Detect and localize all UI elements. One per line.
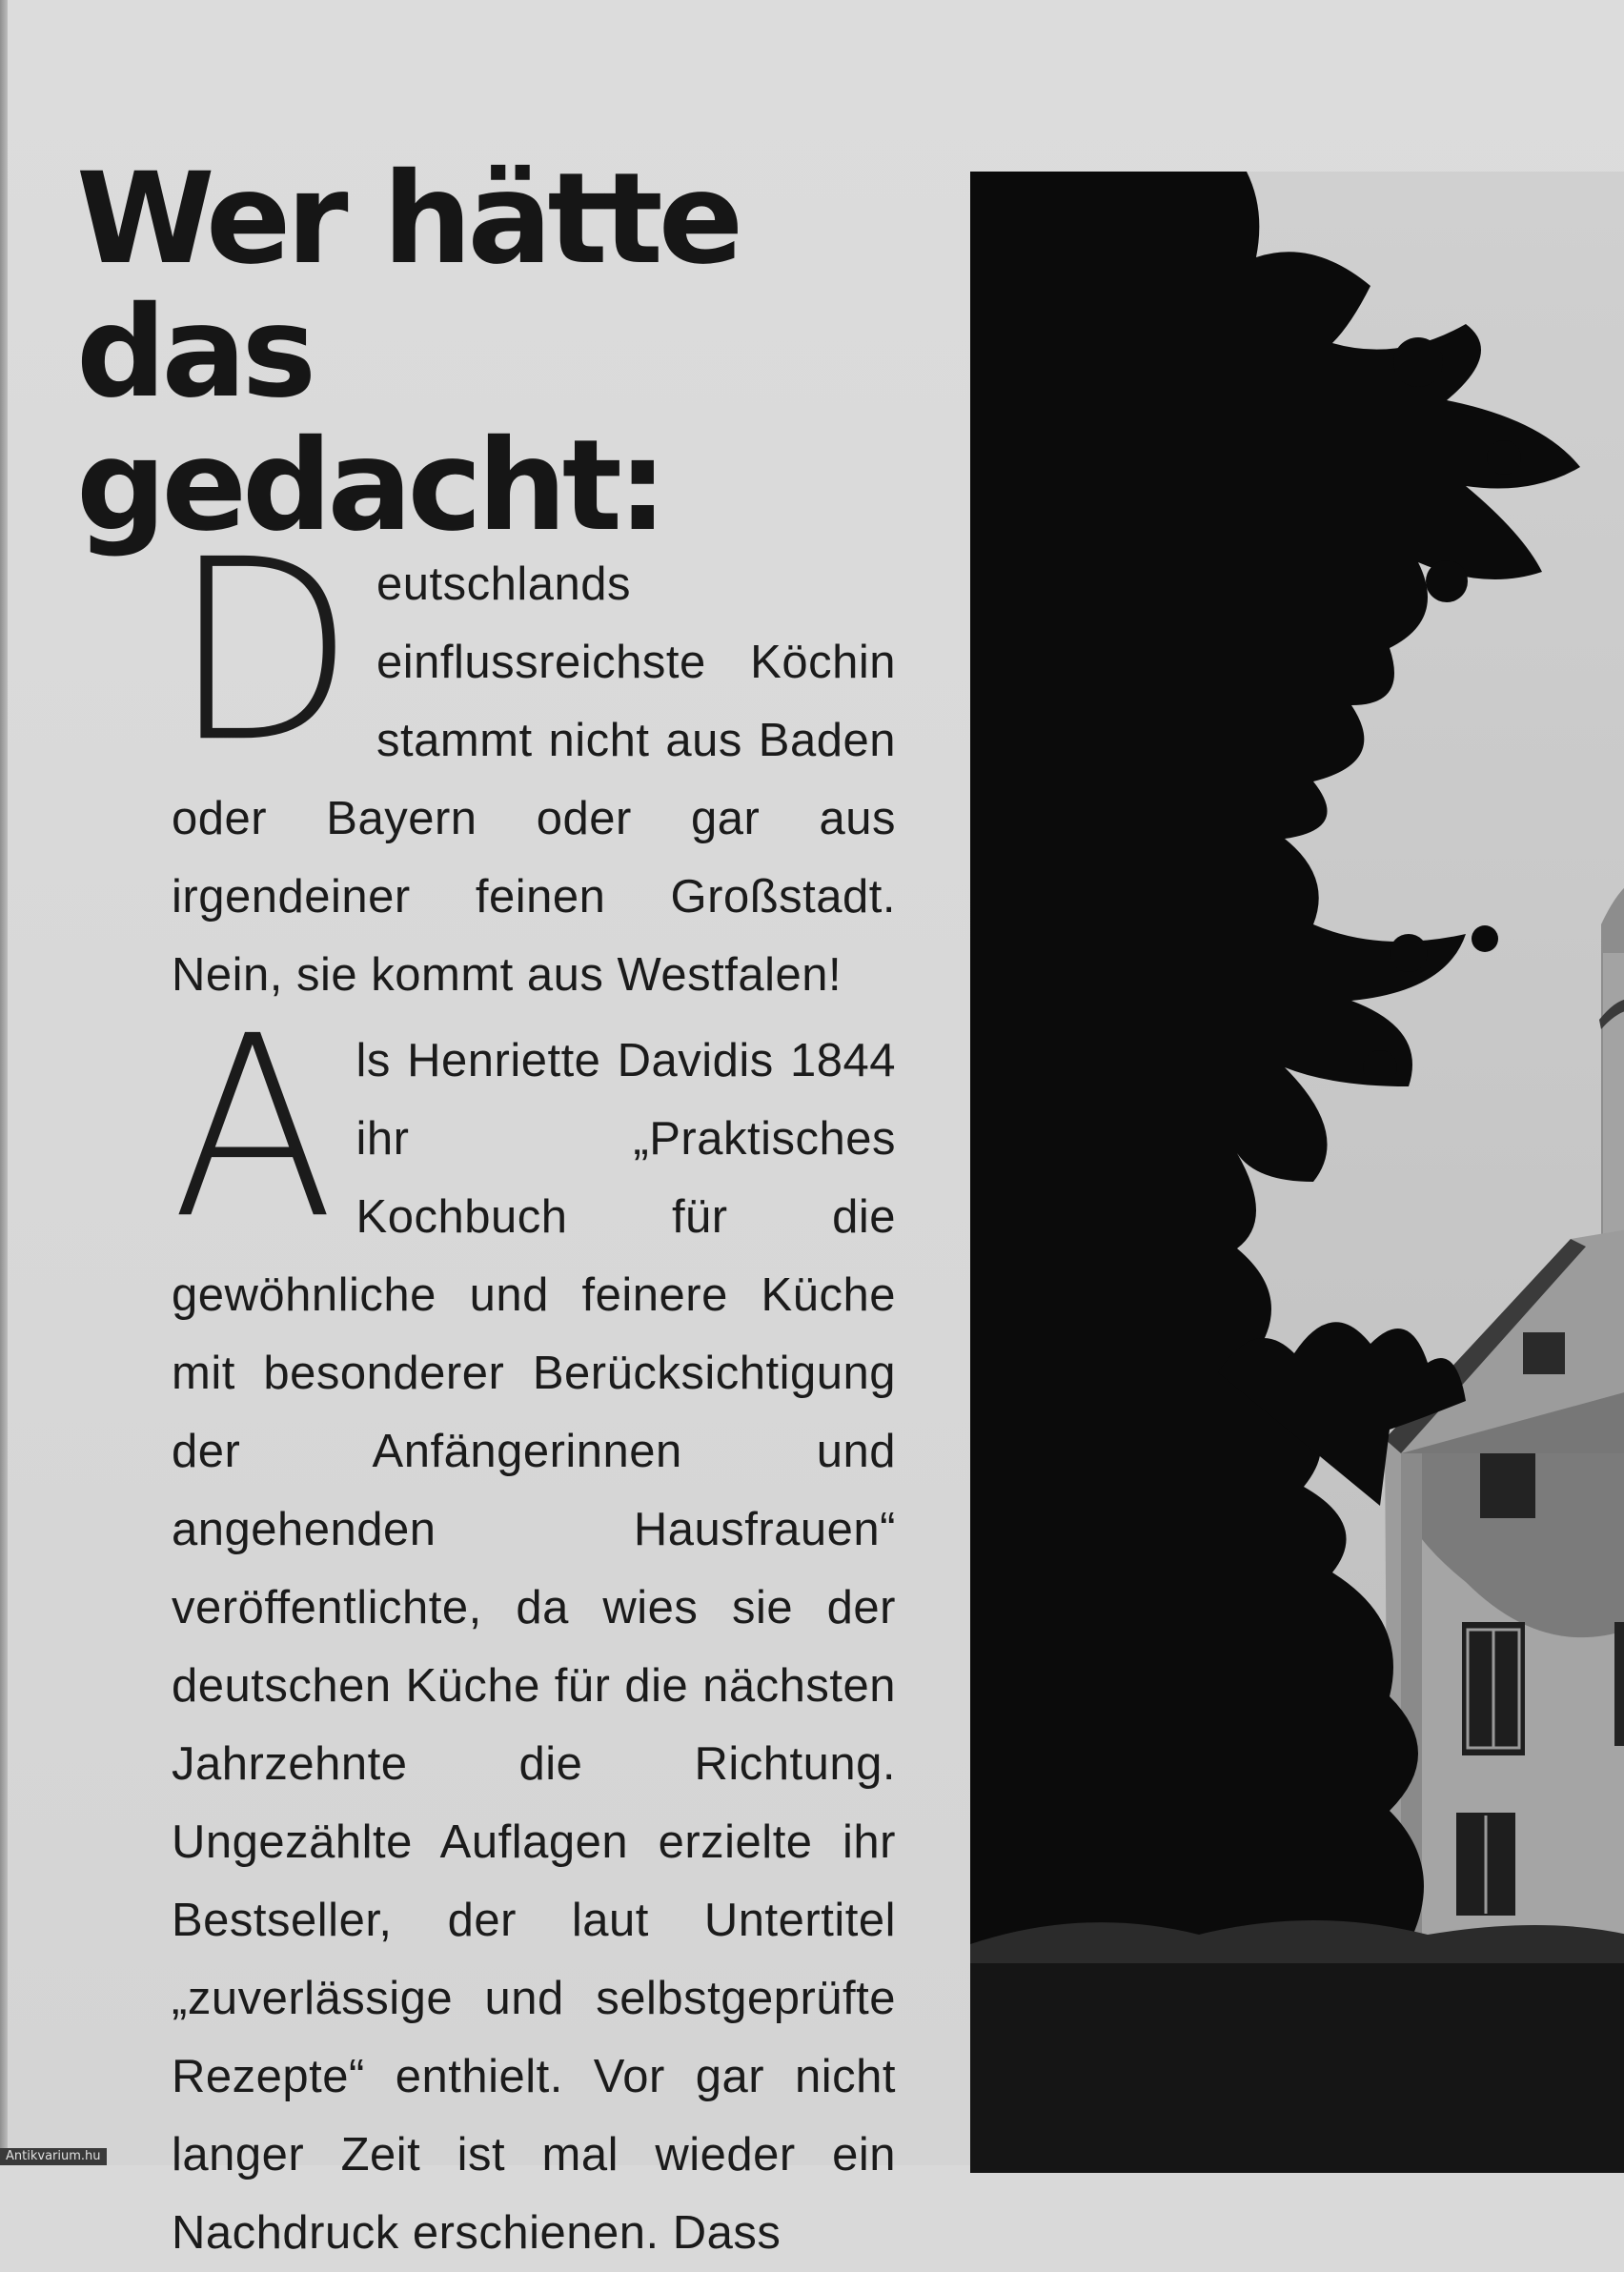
watermark: Antikvarium.hu [0,2148,107,2165]
paragraph-2-text: ls Henriette Davidis 1844 ihr „Praktisches Kochbuch für die gewöhnliche und feinere Küche mit besonderer Berücksichtigung der Anfängerinnen und angehenden Hausfrauen“ veröffentlichte, da wies sie der deutschen Küche für die nächsten Jahrzehnte die Richtung. Ungezählte Auflagen erzielte ihr Bestseller, der laut Untertitel „zuverlässige und selbstgeprüfte Rezepte“ enthielt. Vor gar nicht langer Zeit ist mal wieder ein Nachdruck erschienen. Dass [172,1035,896,2259]
tower [1599,884,1624,1258]
article-headline: Wer hätte das gedacht: [76,146,740,559]
dropcap-a: A [172,982,335,1274]
paragraph-1-text: eutschlands einflussreichste Köchin stammt nicht aus Baden oder Bayern oder gar aus irgendeiner feinen Großstadt. Nein, sie kommt aus Westfalen! [172,558,896,1001]
dropcap-d: D [172,505,356,798]
paragraph-1 [172,505,896,1014]
manor-house-photo [970,172,1624,2173]
paragraph-2 [172,982,896,2272]
book-spine-edge [0,0,8,2165]
